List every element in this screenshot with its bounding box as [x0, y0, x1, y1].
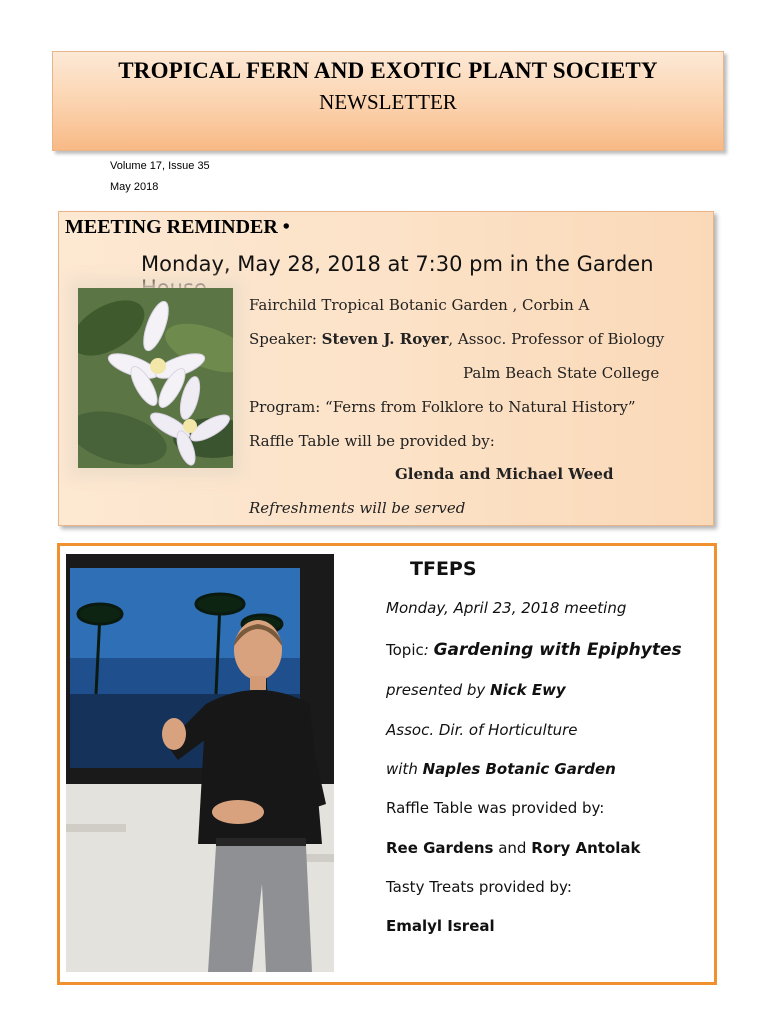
presenter-org: Naples Botanic Garden — [422, 760, 616, 778]
volume-issue: Volume 17, Issue 35 — [110, 160, 210, 172]
tfeps-raffle-names — [386, 839, 641, 857]
presenter-org-line — [386, 760, 616, 778]
issue-date: May 2018 — [110, 181, 159, 193]
speaker-prefix: Speaker: — [249, 330, 322, 348]
society-title: TROPICAL FERN AND EXOTIC PLANT SOCIETY — [118, 58, 658, 83]
speaker-title: , Assoc. Professor of Biology — [448, 330, 665, 348]
raffle-and: and — [493, 839, 532, 857]
with-prefix: with — [386, 760, 423, 778]
tfeps-meeting-date: Monday, April 23, 2018 meeting — [386, 599, 627, 617]
presenter-role: Assoc. Dir. of Horticulture — [386, 721, 578, 739]
meeting-reminder-box — [58, 211, 714, 526]
tfeps-recap-box — [57, 543, 717, 985]
presenter-name: Nick Ewy — [490, 681, 566, 699]
meeting-reminder-heading: MEETING REMINDER • — [65, 216, 290, 238]
raffle-donor-a: Ree Gardens — [386, 839, 494, 857]
tfeps-raffle-line: Raffle Table was provided by: — [386, 799, 605, 817]
raffle-donor-b: Rory Antolak — [531, 839, 641, 857]
meeting-location: Fairchild Tropical Botanic Garden , Corbin A — [249, 296, 590, 314]
program-line: Program: “Ferns from Folklore to Natural History” — [249, 398, 636, 416]
treats-line: Tasty Treats provided by: — [386, 878, 572, 896]
orchid-photo — [78, 288, 233, 468]
speaker-name: Steven J. Royer — [321, 330, 449, 348]
newsletter-subtitle: NEWSLETTER — [319, 90, 457, 114]
raffle-names: Glenda and Michael Weed — [395, 465, 614, 483]
topic-title: Gardening with Epiphytes — [433, 640, 682, 660]
raffle-line: Raffle Table will be provided by: — [249, 432, 495, 450]
tfeps-heading: TFEPS — [410, 558, 477, 580]
presented-prefix: presented by — [386, 681, 491, 699]
speaker-image — [66, 554, 334, 972]
treats-provider: Emalyl Isreal — [386, 917, 495, 935]
topic-prefix: Topic — [386, 641, 424, 659]
speaker-org: Palm Beach State College — [463, 364, 660, 382]
topic-colon: : — [423, 641, 429, 659]
speaker-line — [249, 330, 664, 348]
refreshments-note: Refreshments will be served — [249, 499, 466, 517]
meeting-date-line: Monday, May 28, 2018 at 7:30 pm in the Garden — [141, 252, 654, 276]
orchid-image — [78, 288, 233, 468]
tfeps-topic-line — [386, 640, 682, 660]
newsletter-header — [52, 51, 724, 151]
speaker-photo — [66, 554, 334, 972]
presented-line — [386, 681, 566, 699]
